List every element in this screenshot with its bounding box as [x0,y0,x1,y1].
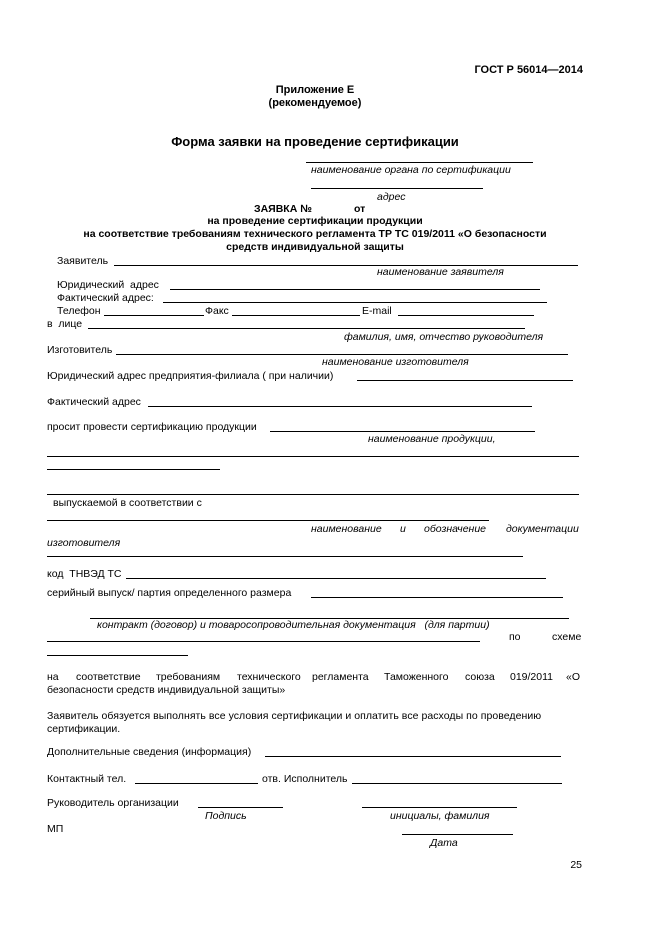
extra-info-field[interactable] [265,756,561,757]
manufacturer-actual-address-field[interactable] [148,406,532,407]
scheme-label: схеме [552,631,582,643]
compliance-word-7: союза [465,671,495,683]
date-field[interactable] [402,834,513,835]
fax-label: Факс [205,305,229,317]
appendix-title: Приложение Е [275,84,355,96]
standard-number: ГОСТ Р 56014—2014 [474,64,583,76]
email-label: E-mail [362,305,392,317]
documentation-field-line-2[interactable] [47,556,523,557]
actual-address-label: Фактический адрес: [57,292,154,304]
tnved-code-label: код ТНВЭД ТС [47,568,122,580]
contract-field-line-2[interactable] [47,641,480,642]
serial-label: серийный выпуск/ партия определенного размера [47,587,292,599]
phone-field[interactable] [104,315,204,316]
obligation-line-1: Заявитель обязуется выполнять все условия сертификации и оплатить все расходы по проведению [47,710,542,722]
certification-body-field[interactable] [306,162,533,163]
address-field[interactable] [311,188,483,189]
applicant-label: Заявитель [57,255,109,267]
phone-label: Телефон [57,305,101,317]
appendix-subtitle: (рекомендуемое) [268,97,362,109]
tnved-code-field[interactable] [126,578,546,579]
fax-field[interactable] [232,315,360,316]
contact-phone-field[interactable] [135,783,258,784]
doc-caption-word-3: обозначение [424,523,486,535]
branch-address-field[interactable] [357,380,573,381]
legal-address-label: Юридический адрес [57,279,159,291]
manufacturer-field[interactable] [116,354,568,355]
executor-label: отв. Исполнитель [262,773,348,785]
certification-body-caption: наименование органа по сертификации [311,164,511,176]
executor-field[interactable] [352,783,562,784]
signature-caption: Подпись [205,810,247,822]
application-number-label: ЗАЯВКА № [254,203,312,215]
contract-caption: контракт (договор) и товаросопроводительная документация (для партии) [97,619,490,631]
application-line-2: на соответствие требованиям технического регламента ТР ТС 019/2011 «О безопасности [83,228,547,240]
head-label: Руководитель организации [47,797,179,809]
compliance-word-1: на [47,671,59,683]
manufacturer-actual-address-label: Фактический адрес [47,396,141,408]
scheme-by-label: по [509,631,521,643]
serial-field[interactable] [311,597,563,598]
doc-caption-word-4: документации [506,523,579,535]
application-line-3: средств индивидуальной защиты [226,241,404,253]
produced-label: выпускаемой в соответствии с [53,497,202,509]
contact-phone-label: Контактный тел. [47,773,127,785]
product-caption: наименование продукции, [368,433,496,445]
product-field-line-4[interactable] [47,494,579,495]
manufacturer-caption: наименование изготовителя [322,356,469,368]
product-field[interactable] [270,431,535,432]
applicant-caption: наименование заявителя [377,266,504,278]
extra-info-label: Дополнительные сведения (информация) [47,746,252,758]
page-number: 25 [570,859,582,871]
compliance-word-3: требованиям [156,671,221,683]
name-field[interactable] [362,807,517,808]
compliance-word-9: «О [566,671,581,683]
compliance-word-5: регламента [312,671,369,683]
form-title: Форма заявки на проведение сертификации [171,134,459,149]
compliance-word-6: Таможенного [384,671,449,683]
date-caption: Дата [430,837,458,849]
applicant-field[interactable] [114,265,578,266]
documentation-field[interactable] [47,520,489,521]
application-date-label: от [354,203,366,215]
person-label: в лице [47,318,83,330]
compliance-word-2: соответствие [76,671,141,683]
email-field[interactable] [398,315,534,316]
manufacturer-label: Изготовитель [47,344,113,356]
doc-caption-line-2: изготовителя [47,537,121,549]
obligation-line-2: сертификации. [47,723,121,735]
actual-address-field[interactable] [163,302,547,303]
doc-caption-word-2: и [400,523,406,535]
scheme-field[interactable] [47,655,188,656]
address-caption: адрес [377,191,406,203]
doc-caption-word-1: наименование [311,523,382,535]
person-field[interactable] [88,328,525,329]
compliance-word-4: технического [237,671,301,683]
request-label: просит провести сертификацию продукции [47,421,257,433]
stamp-label: МП [47,823,64,835]
name-caption: инициалы, фамилия [390,810,490,822]
person-caption: фамилия, имя, отчество руководителя [344,331,544,343]
compliance-line-2: безопасности средств индивидуальной защиты» [47,684,286,696]
product-field-line-3[interactable] [47,469,220,470]
application-line-1: на проведение сертификации продукции [207,215,423,227]
product-field-line-2[interactable] [47,456,579,457]
branch-address-label: Юридический адрес предприятия-филиала ( при наличии) [47,370,334,382]
compliance-word-8: 019/2011 [510,671,554,683]
legal-address-field[interactable] [170,289,540,290]
signature-field[interactable] [198,807,283,808]
